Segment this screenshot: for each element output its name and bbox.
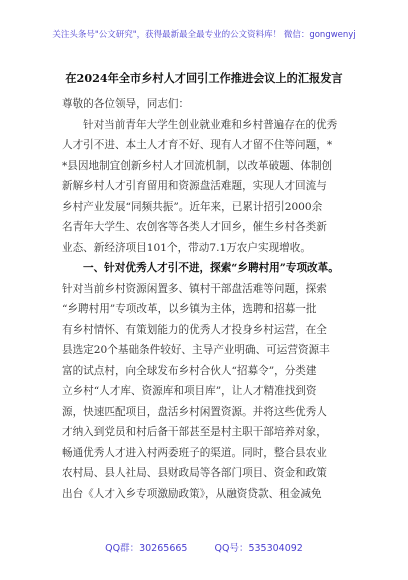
body-text-line: 尊敬的各位领导，同志们： xyxy=(62,98,190,110)
promo-banner[interactable]: 关注头条号"公文研究"，获得最新最全最专业的公文资料库！ 微信：gongwenyj xyxy=(52,30,356,40)
body-text-line: 乡村产业发展“同频共振”。近年来，已累计招引2000余 xyxy=(62,200,323,213)
document-body xyxy=(62,94,358,504)
body-text-line: 农村局、县人社局、县财政局等各部门项目、资金和政策 xyxy=(62,467,327,479)
section-heading: 一、针对优秀人才引不进，探索“乡聘村用”专项改革。 xyxy=(83,262,339,274)
body-text-line: 名青年大学生、农创客等各类人才回乡，催生乡村各类新 xyxy=(62,221,327,233)
document-title: 在2024年全市乡村人才回引工作推进会议上的汇报发言 xyxy=(65,71,343,85)
qq-group-text: QQ群：30265665 xyxy=(105,543,188,554)
body-text-line: 针对当前青年大学生创业就业难和乡村普遍存在的优秀 xyxy=(83,118,338,131)
body-text-line: 源，快速匹配项目，盘活乡村闲置资源。并将这些优秀人 xyxy=(62,405,327,418)
body-text-line: 出台《人才入乡专项激励政策》，从融资贷款、租金减免 xyxy=(62,487,322,500)
body-text-line: 立乡村“人才库、资源库和项目库”，让人才精准找到资 xyxy=(62,385,317,397)
body-text-line: 富的试点村，向全球发布乡村合伙人“招募令”，分类建 xyxy=(62,364,317,377)
body-text-line: *县因地制宜创新乡村人才回流机制，以改革破题、体制创 xyxy=(62,159,333,172)
footer-contact xyxy=(0,540,408,554)
body-text-line: “乡聘村用”专项改革，以乡镇为主体，选聘和招募一批 xyxy=(62,303,317,315)
body-text-line: 针对当前乡村资源闲置多、镇村干部盘活难等问题，探索 xyxy=(62,282,327,295)
body-text-line: 人才引不进、本土人才育不好、现有人才留不住等问题，* xyxy=(62,139,333,151)
body-text-line: 有乡村情怀、有策划能力的优秀人才投身乡村运营，在全 xyxy=(62,323,327,336)
body-text-line: 县选定20个基础条件较好、主导产业明确、可运营资源丰 xyxy=(62,344,330,356)
body-text-line: 业态、新经济项目101个，带动7.1万农户实现增收。 xyxy=(62,241,311,254)
qq-number-text: QQ号：535304092 xyxy=(214,543,303,554)
body-text-line: 才纳入到党员和村后备干部甚至是村主职干部培养对象， xyxy=(62,426,327,438)
body-text-line: 新解乡村人才引育留用和资源盘活难题，实现人才回流与 xyxy=(62,180,327,192)
body-text-line: 畅通优秀人才进入村两委班子的渠道。同时，整合县农业 xyxy=(62,446,327,459)
